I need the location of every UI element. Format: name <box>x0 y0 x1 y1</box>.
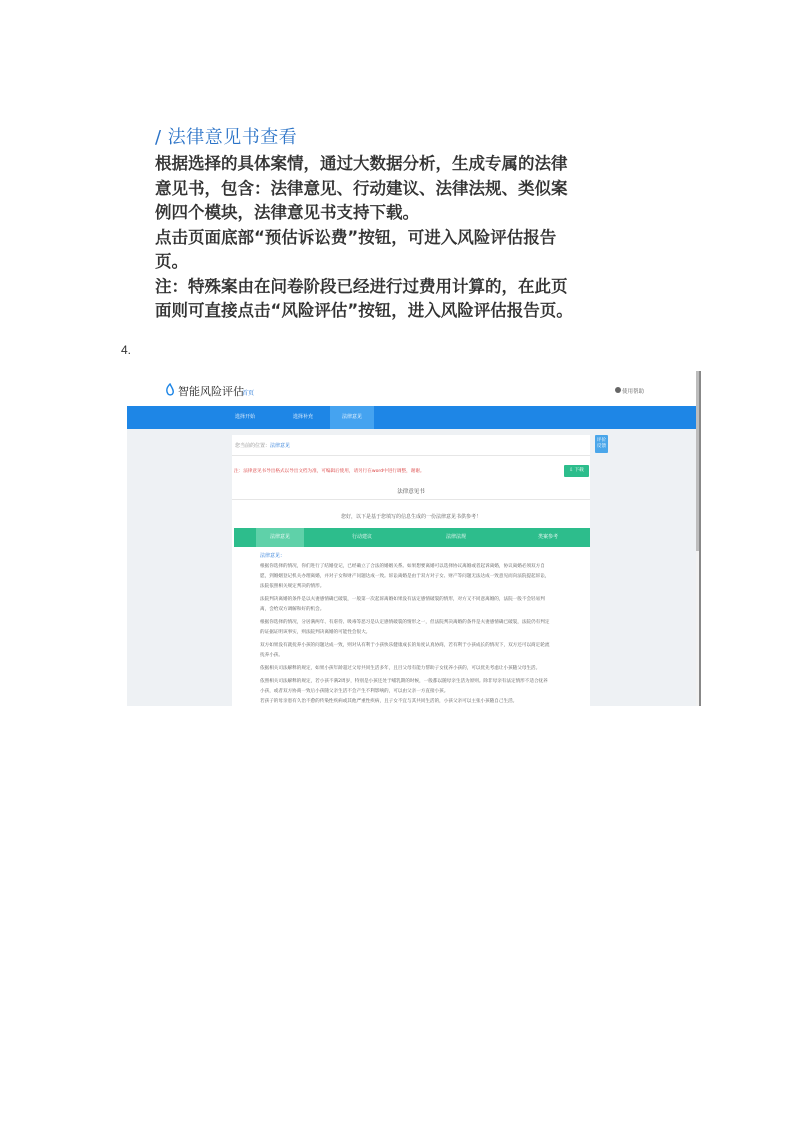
download-button[interactable]: ⇩ 下载 <box>564 465 589 477</box>
opinion-paragraph: 的证据证明该事实，则法院判决离婚的可能性会很大。 <box>260 630 371 635</box>
top-bar <box>127 371 699 406</box>
opinion-title: 法律意见书 <box>397 489 425 495</box>
opinion-paragraph: 愿，到婚姻登记机关办理离婚，并对子女和财产问题达成一致。诉讼离婚是由于双方对子女、财产等问题无法达成一致意见而向法院提起诉讼， <box>260 574 550 579</box>
logo-icon <box>165 383 175 397</box>
nav-bar <box>127 406 699 429</box>
app-screenshot <box>127 371 701 706</box>
body-line: 意见书，包含：法律意见、行动建议、法律法规、类似案 <box>155 178 568 198</box>
home-link[interactable]: 首页 <box>242 390 255 397</box>
scrollbar-thumb[interactable] <box>696 371 699 551</box>
tab-laws[interactable]: 法律法规 <box>445 534 466 540</box>
nav-tab-supplement[interactable]: 选择补充 <box>292 414 313 420</box>
breadcrumb-current[interactable]: 法律意见 <box>270 443 291 449</box>
app-logo-text: 智能风险评估 <box>178 385 244 398</box>
breadcrumb <box>235 442 290 449</box>
feedback-label: 评价 <box>596 438 607 443</box>
tab-action-advice[interactable]: 行动建议 <box>351 534 372 540</box>
export-notice: 注：法律意见书导出格式以导出文档为准，可编辑后使用，请另行在word中进行调整，谢谢。 <box>234 469 425 474</box>
greeting-text: 您好，以下是基于您填写的信息生成的一份法律意见书供参考！ <box>340 514 481 520</box>
tab-similar-cases[interactable]: 类案参考 <box>537 534 558 540</box>
body-line: 面则可直接点击“风险评估”按钮，进入风险评估报告页。 <box>155 301 573 320</box>
section-heading: / 法律意见书查看 <box>155 127 298 148</box>
opinion-section-title: 法律意见： <box>260 553 286 559</box>
divider <box>232 455 590 456</box>
opinion-paragraph: 依据相关司法解释的规定，如果小孩年龄超过父母共同生活多年，且目父母有能力帮助子女抚养小孩的，可以优先考虑让小孩随父母生活。 <box>260 666 541 671</box>
opinion-paragraph: 抚养小孩。 <box>260 653 283 658</box>
body-line: 页。 <box>155 252 188 271</box>
feedback-button[interactable] <box>595 435 608 453</box>
nav-tab-opinion[interactable]: 法律意见 <box>330 406 374 429</box>
opinion-paragraph: 依照相关司法解释的规定，若小孩不满2周岁，特别是小孩还处于哺乳期的时候，一般都以随母亲生活为原则。除非母亲有法定情形不适合抚养 <box>260 679 548 684</box>
tab-legal-opinion[interactable]: 法律意见 <box>256 528 304 547</box>
step-number: 4. <box>121 343 132 357</box>
opinion-paragraph: 小孩，或者双方协商一致后小孩随父亲生活不会产生不利影响的，可以由父亲一方直接小孩。 <box>260 689 449 694</box>
opinion-paragraph: 根据你选择的情况，分居满两年、有虐待、吸毒等恶习是认定感情破裂的情形之一，但法院判决离婚的条件是夫妻感情确已破裂，法院仍有判定 <box>260 620 550 625</box>
body-line: 点击页面底部“预估诉讼费”按钮，可进入风险评估报告 <box>155 227 557 247</box>
feedback-label: 反馈 <box>596 444 607 449</box>
nav-tab-start[interactable]: 选择开始 <box>234 414 255 420</box>
help-link[interactable]: 使用帮助 <box>622 389 645 395</box>
opinion-tabs <box>234 528 590 547</box>
body-line: 例四个模块，法律意见书支持下载。 <box>155 203 419 222</box>
opinion-paragraph: 离，会给双方调解和好的机会。 <box>260 607 325 612</box>
help-icon[interactable] <box>615 387 621 393</box>
opinion-paragraph: 双方如果没有就抚养小孩的问题达成一致，则对从有利于小孩快乐健康成长的角度认真协商，若有利于小孩成长的情况下，双方还可以商定轮流 <box>260 643 550 648</box>
breadcrumb-prefix: 您当前的位置： <box>235 443 271 449</box>
opinion-paragraph: 根据你选择的情况，你们进行了结婚登记，已经确立了合法的婚姻关系。如果想要离婚可以选择协议离婚或者起诉离婚，协议离婚必须双方自 <box>260 564 545 569</box>
section-body <box>155 152 600 324</box>
opinion-card <box>232 435 590 706</box>
opinion-paragraph: 若孩子的母亲患有久治不愈的传染性疾病或其他严重性疾病，且子女不宜与其共同生活的，小孩父亲可以主张小孩随自己生活。 <box>260 699 518 704</box>
body-line: 注：特殊案由在问卷阶段已经进行过费用计算的，在此页 <box>155 276 568 296</box>
body-line: 根据选择的具体案情，通过大数据分析，生成专属的法律 <box>155 154 568 173</box>
divider <box>232 499 590 500</box>
opinion-paragraph: 法院依照相关规定判决的情形。 <box>260 584 325 589</box>
opinion-paragraph: 法院判决离婚的条件是以夫妻感情确已破裂，一般第一次起诉离婚如果没有法定感情破裂的情形，对方又不同意离婚的，法院一般不会轻易判 <box>260 597 545 602</box>
